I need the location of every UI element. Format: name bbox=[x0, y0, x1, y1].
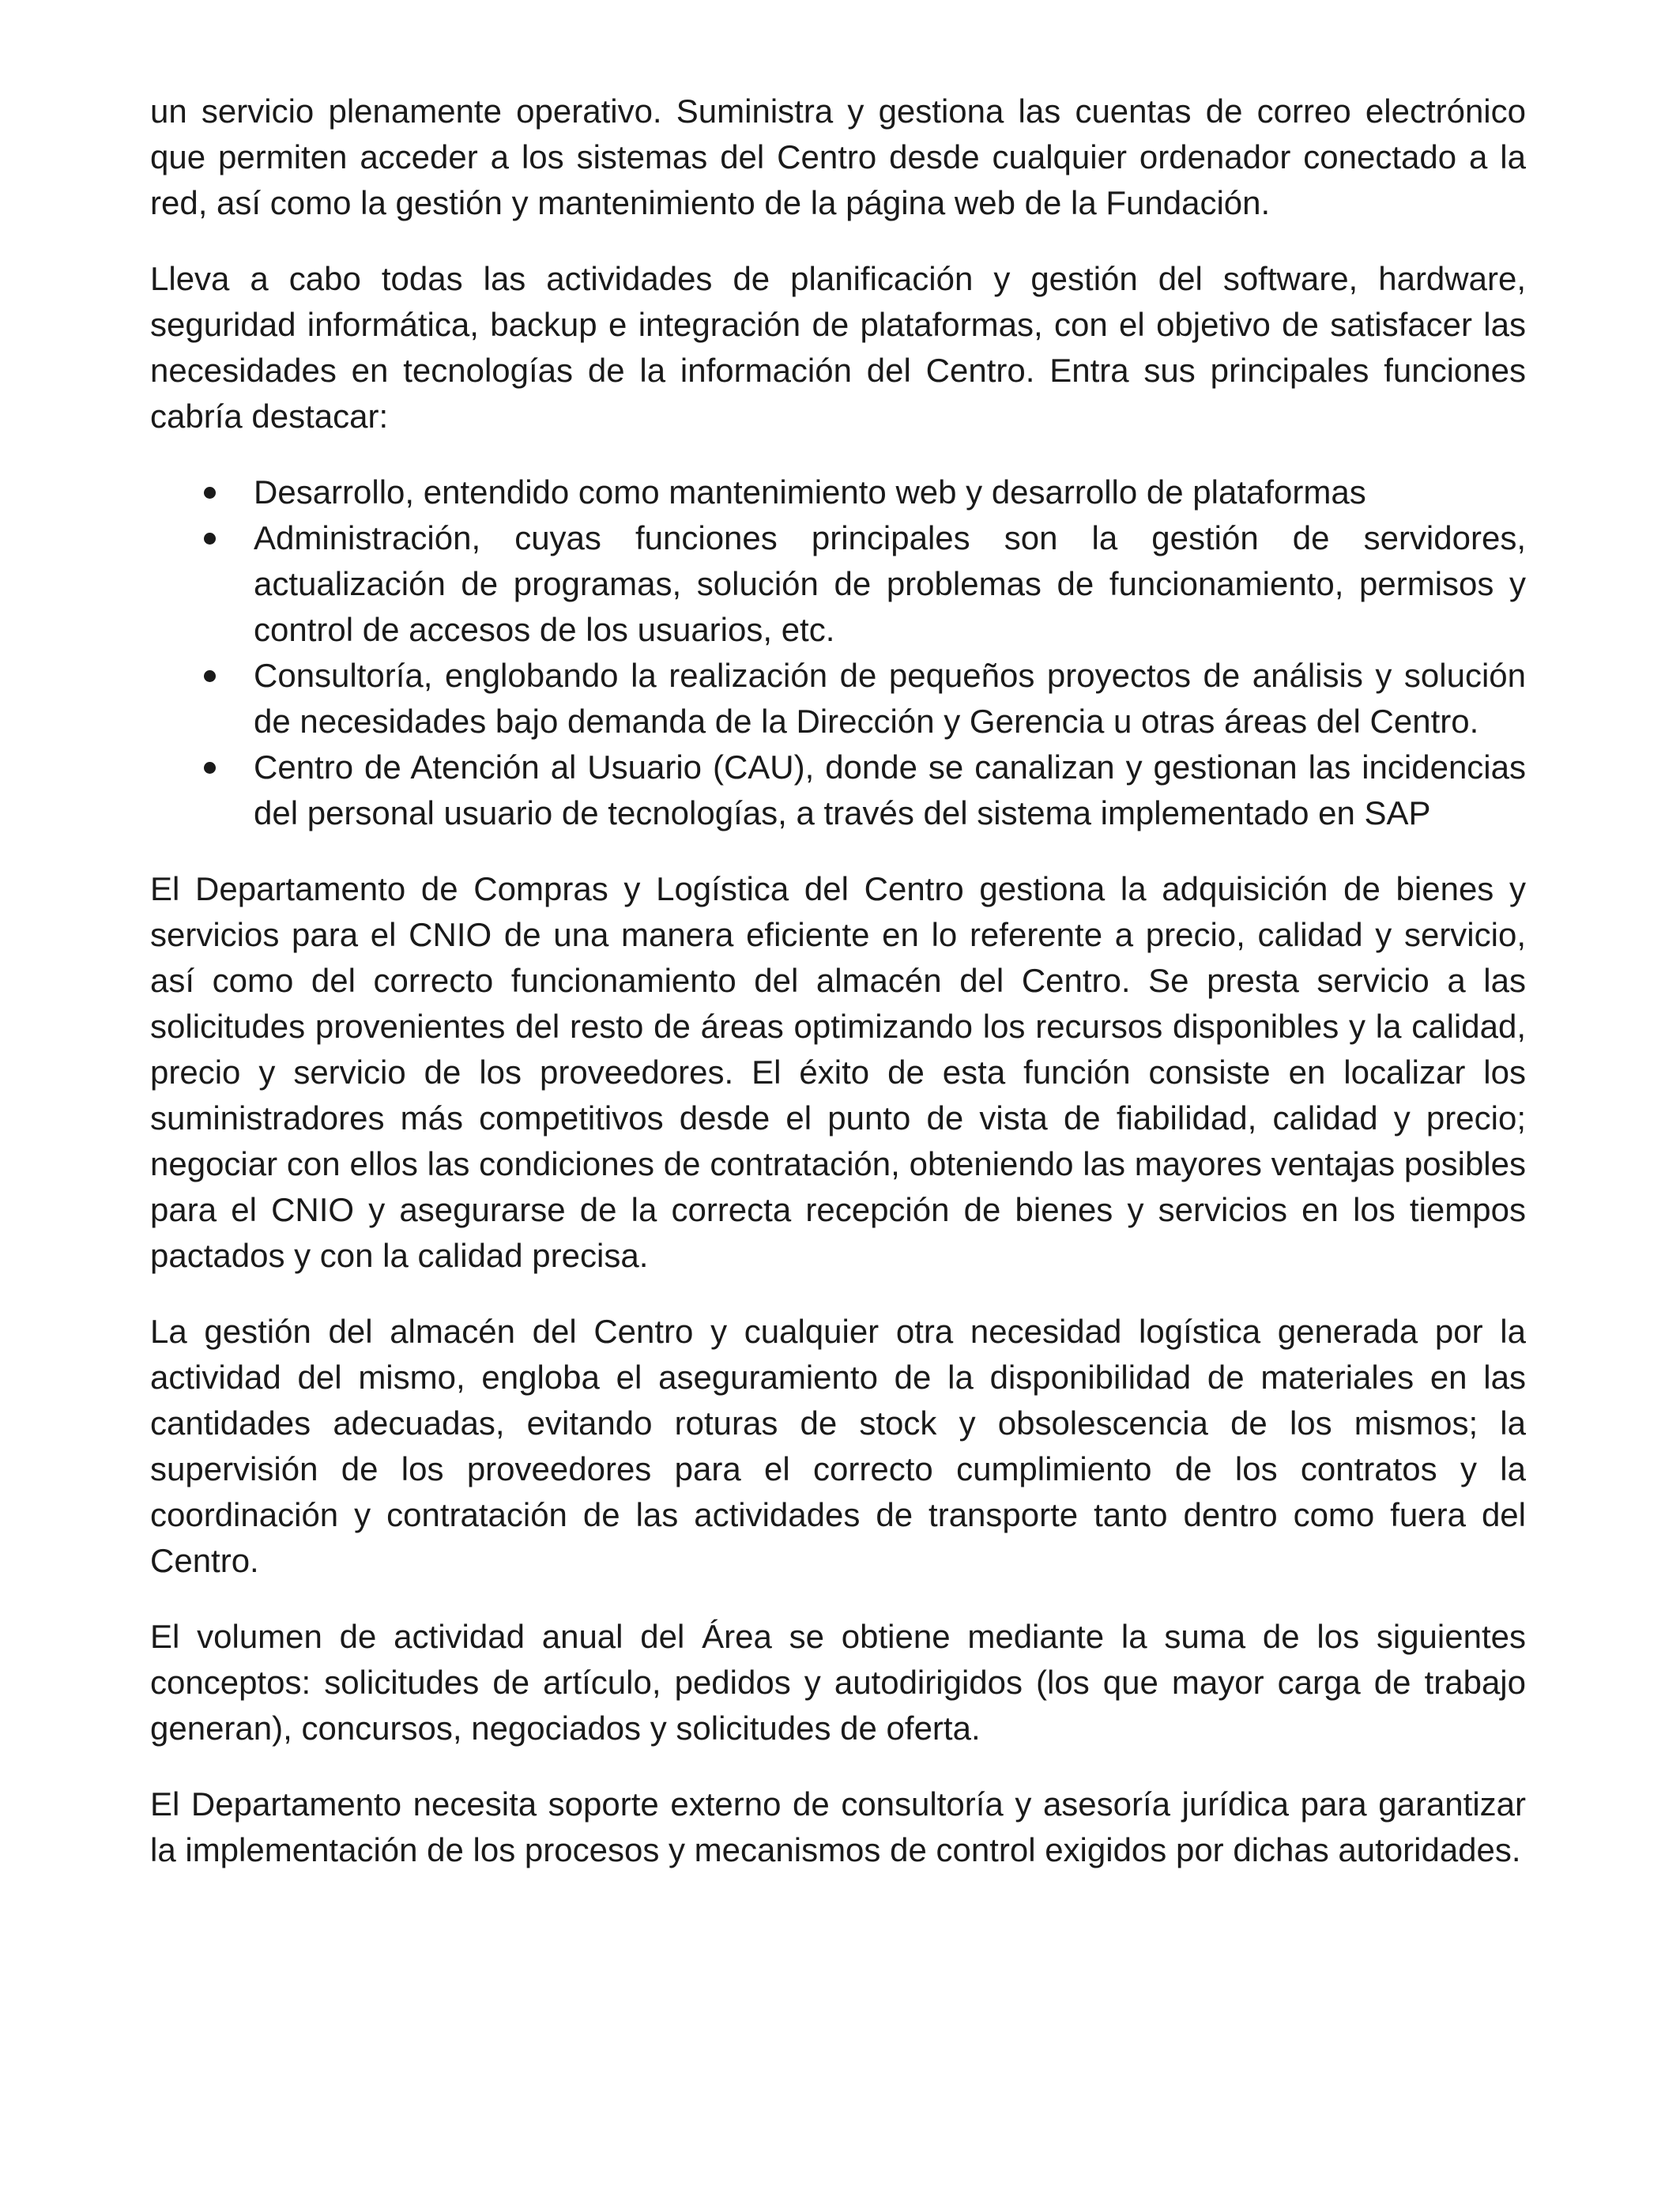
list-item-consultoria bbox=[150, 653, 1526, 745]
list-item-administracion bbox=[150, 515, 1526, 653]
list-item-text: Desarrollo, entendido como mantenimiento web y desarrollo de plataformas bbox=[254, 473, 1366, 511]
list-item-desarrollo bbox=[150, 469, 1526, 515]
document-page bbox=[150, 89, 1526, 1903]
list-item-text: Centro de Atención al Usuario (CAU), donde se canalizan y gestionan las incidencias del personal usuario de tecnologías, a través del sistema implementado en SAP bbox=[254, 748, 1526, 831]
list-item-text: Administración, cuyas funciones principales son la gestión de servidores, actualización de programas, solución de problemas de funcionamiento, permisos y control de accesos de los usuarios, etc. bbox=[254, 519, 1526, 648]
paragraph-it-services: un servicio plenamente operativo. Suministra y gestiona las cuentas de correo electrónico que permiten acceder a los sistemas del Centro desde cualquier ordenador conectado a la red, así como la gestión y mantenimiento de la página web de la Fundación. bbox=[150, 92, 1526, 221]
bullet-icon bbox=[204, 533, 216, 545]
bullet-icon bbox=[204, 762, 216, 774]
bullet-icon bbox=[204, 670, 216, 682]
functions-bullet-list bbox=[150, 469, 1526, 836]
paragraph-soporte-externo: El Departamento necesita soporte externo de consultoría y asesoría jurídica para garantizar la implementación de los procesos y mecanismos de control exigidos por dichas autoridades. bbox=[150, 1785, 1526, 1868]
list-item-text: Consultoría, englobando la realización de pequeños proyectos de análisis y solución de necesidades bajo demanda de la Dirección y Gerencia u otras áreas del Centro. bbox=[254, 657, 1526, 740]
paragraph-gestion-almacen: La gestión del almacén del Centro y cualquier otra necesidad logística generada por la actividad del mismo, engloba el aseguramiento de la disponibilidad de materiales en las cantidades adecuadas, evitando roturas de stock y obsolescencia de los mismos; la supervisión de los proveedores para el correcto cumplimiento de los contratos y la coordinación y contratación de las actividades de transporte tanto dentro como fuera del Centro. bbox=[150, 1313, 1526, 1579]
paragraph-compras-logistica: El Departamento de Compras y Logística del Centro gestiona la adquisición de bienes y servicios para el CNIO de una manera eficiente en lo referente a precio, calidad y servicio, así como del correcto funcionamiento del almacén del Centro. Se presta servicio a las solicitudes provenientes del resto de áreas optimizando los recursos disponibles y la calidad, precio y servicio de los proveedores. El éxito de esta función consiste en localizar los suministradores más competitivos desde el punto de vista de fiabilidad, calidad y precio; negociar con ellos las condiciones de contratación, obteniendo las mayores ventajas posibles para el CNIO y asegurarse de la correcta recepción de bienes y servicios en los tiempos pactados y con la calidad precisa. bbox=[150, 870, 1526, 1274]
bullet-icon bbox=[204, 487, 216, 499]
paragraph-volumen-actividad: El volumen de actividad anual del Área se obtiene mediante la suma de los siguientes conceptos: solicitudes de artículo, pedidos y autodirigidos (los que mayor carga de trabajo generan), concursos, negociados y solicitudes de oferta. bbox=[150, 1618, 1526, 1747]
list-item-cau bbox=[150, 745, 1526, 836]
paragraph-it-activities: Lleva a cabo todas las actividades de planificación y gestión del software, hardware, seguridad informática, backup e integración de plataformas, con el objetivo de satisfacer las necesidades en tecnologías de la información del Centro. Entra sus principales funciones cabría destacar: bbox=[150, 260, 1526, 435]
